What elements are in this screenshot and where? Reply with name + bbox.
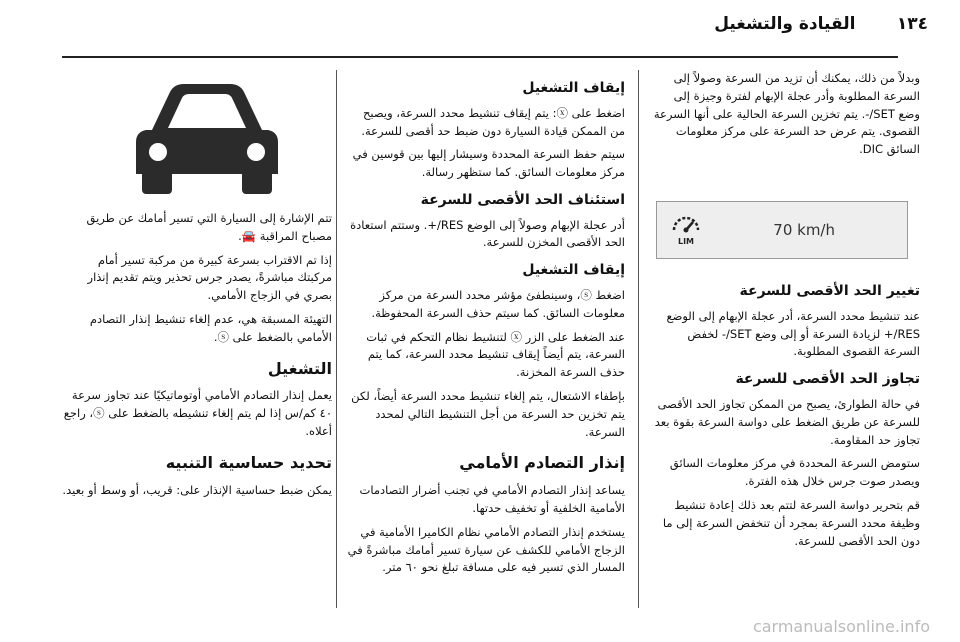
sensitivity-heading: تحديد حساسية التنبيه [165, 452, 332, 472]
column-divider-left [336, 70, 337, 608]
fca-heading: إنذار التصادم الأمامي [459, 453, 625, 473]
speed-limit-display-image [656, 201, 908, 259]
vehicle-ahead-icon [92, 70, 322, 210]
lim-label: LIM [677, 237, 695, 247]
change-limit-text: عند تنشيط محدد السرعة، أدر عجلة الإبهام إلى الوضع RES/+ لزيادة السرعة أو إلى وضع SET/- لخفض السرعة القصوى المطلوبة. [666, 308, 920, 359]
off-text-1: اضغط ⓢ، وسينطفئ مؤشر محدد السرعة من مركز معلومات السائق. كما سيتم حذف السرعة المحفوظة. [371, 287, 625, 320]
resume-heading: استئناف الحد الأقصى للسرعة [420, 191, 625, 208]
exceed-limit-heading: تجاوز الحد الأقصى للسرعة [735, 371, 920, 388]
right-column [650, 70, 920, 556]
off-text-2: عند الضغط على الزر ⓧ لتنشيط نظام التحكم في ثبات السرعة، يتم أيضاً إيقاف تنشيط محدد السرعة، كما يتم حذف السرعة المخزنة. [366, 329, 625, 380]
page-header [0, 0, 960, 60]
warn-text-3: التهيئة المسبقة هي، عدم إلغاء تنشيط إنذار التصادم الأمامي بالضغط على ⓢ. [89, 312, 332, 344]
exceed-limit-text-3: قم بتحرير دواسة السرعة لتتم بعد ذلك إعادة تنشيط وظيفة محدد السرعة بمجرد أن تنخفض السرعة إلى ما دون الحد الأقصى للسرعة. [662, 497, 920, 548]
car-icon-image [92, 70, 322, 210]
off-heading: إيقاف التشغيل [522, 262, 625, 279]
watermark: carmanualsonline.info [752, 617, 930, 636]
speed-limiter-icon [669, 210, 703, 248]
speed-readout: 70 km/h [773, 221, 835, 240]
column-divider-right [638, 70, 639, 608]
page-number: ١٣٤ [896, 14, 928, 34]
resume-text: أدر عجلة الإبهام وصولاً إلى الوضع RES/+. وستتم استعادة الحد الأقصى المخزن للسرعة. [350, 217, 625, 250]
pause-text-2: سيتم حفظ السرعة المحددة وسيشار إليها بين قوسين في مركز معلومات السائق. كما ستظهر رسالة. [352, 147, 625, 180]
sensitivity-text: يمكن ضبط حساسية الإنذار على: قريب، أو وسط أو بعيد. [62, 482, 332, 497]
activation-heading: التشغيل [267, 358, 332, 378]
off-text-3: بإطفاء الاشتعال، يتم إلغاء تنشيط محدد السرعة أيضاً، لكن يتم تخزين حد السرعة من أجل التنشيط التالي لمحدد السرعة. [351, 389, 625, 439]
pause-text-1: اضغط على ⓧ: يتم إيقاف تنشيط محدد السرعة، ويصبح من الممكن قيادة السيارة دون ضبط حد أقصى للسرعة. [361, 105, 625, 138]
fca-text-1: يساعد إنذار التصادم الأمامي في تجنب أضرار التصادمات الأمامية الخلفية أو تخفيف حدتها. [359, 483, 625, 516]
pause-heading: إيقاف التشغيل [522, 80, 625, 96]
left-column [62, 70, 332, 506]
middle-column [345, 70, 625, 583]
intro-paragraph: وبدلاً من ذلك، يمكنك أن تزيد من السرعة وصولاً إلى السرعة المطلوبة وأدر عجلة الإبهام لفترة وجيزة إلى وضع SET/-. يتم تخزين السرعة الحالية على أنها السرعة القصوى. يتم عرض حد السرعة على مركز معلومات السائق DIC. [653, 71, 920, 157]
change-limit-heading: تغيير الحد الأقصى للسرعة [739, 283, 920, 300]
header-title [714, 14, 928, 34]
fca-button-icon: ⓢ [217, 329, 229, 344]
exceed-limit-text-2: ستومض السرعة المحددة في مركز معلومات السائق ويصدر صوت جرس خلال هذه الفترة. [669, 456, 920, 489]
fca-text-2: يستخدم إنذار التصادم الأمامي نظام الكاميرا الأمامية في الزجاج الأمامي للكشف عن سيارة تسير أمامك مباشرةً في المسار الذي تسير فيه على مسافة تبلغ نحو ٦٠ متر. [347, 524, 625, 575]
warn-text-1: تتم الإشارة إلى السيارة التي تسير أمامك عن طريق مصباح المراقبة 🚘. [86, 211, 332, 243]
header-rule [62, 56, 898, 58]
car-indicator-icon: 🚘 [241, 228, 257, 243]
exceed-limit-text-1: في حالة الطوارئ، يصبح من الممكن تجاوز الحد الأقصى للسرعة عن طريق الضغط على دواسة السرعة بقوة بعد تجاوز حد المقاومة. [654, 396, 920, 447]
warn-text-2: إذا تم الاقتراب بسرعة كبيرة من مركبة تسير أمام مركبتك مباشرةً، يصدر جرس تحذير ويتم تقديم إنذار بصري في الزجاج الأمامي. [87, 252, 332, 303]
activation-text: يعمل إنذار التصادم الأمامي أوتوماتيكيًا عند تجاوز سرعة ٤٠ كم/س إذا لم يتم إلغاء تنشيطه بالضغط على ⓢ، راجع أعلاه. [63, 388, 332, 439]
chapter-title: القيادة والتشغيل [714, 14, 856, 34]
